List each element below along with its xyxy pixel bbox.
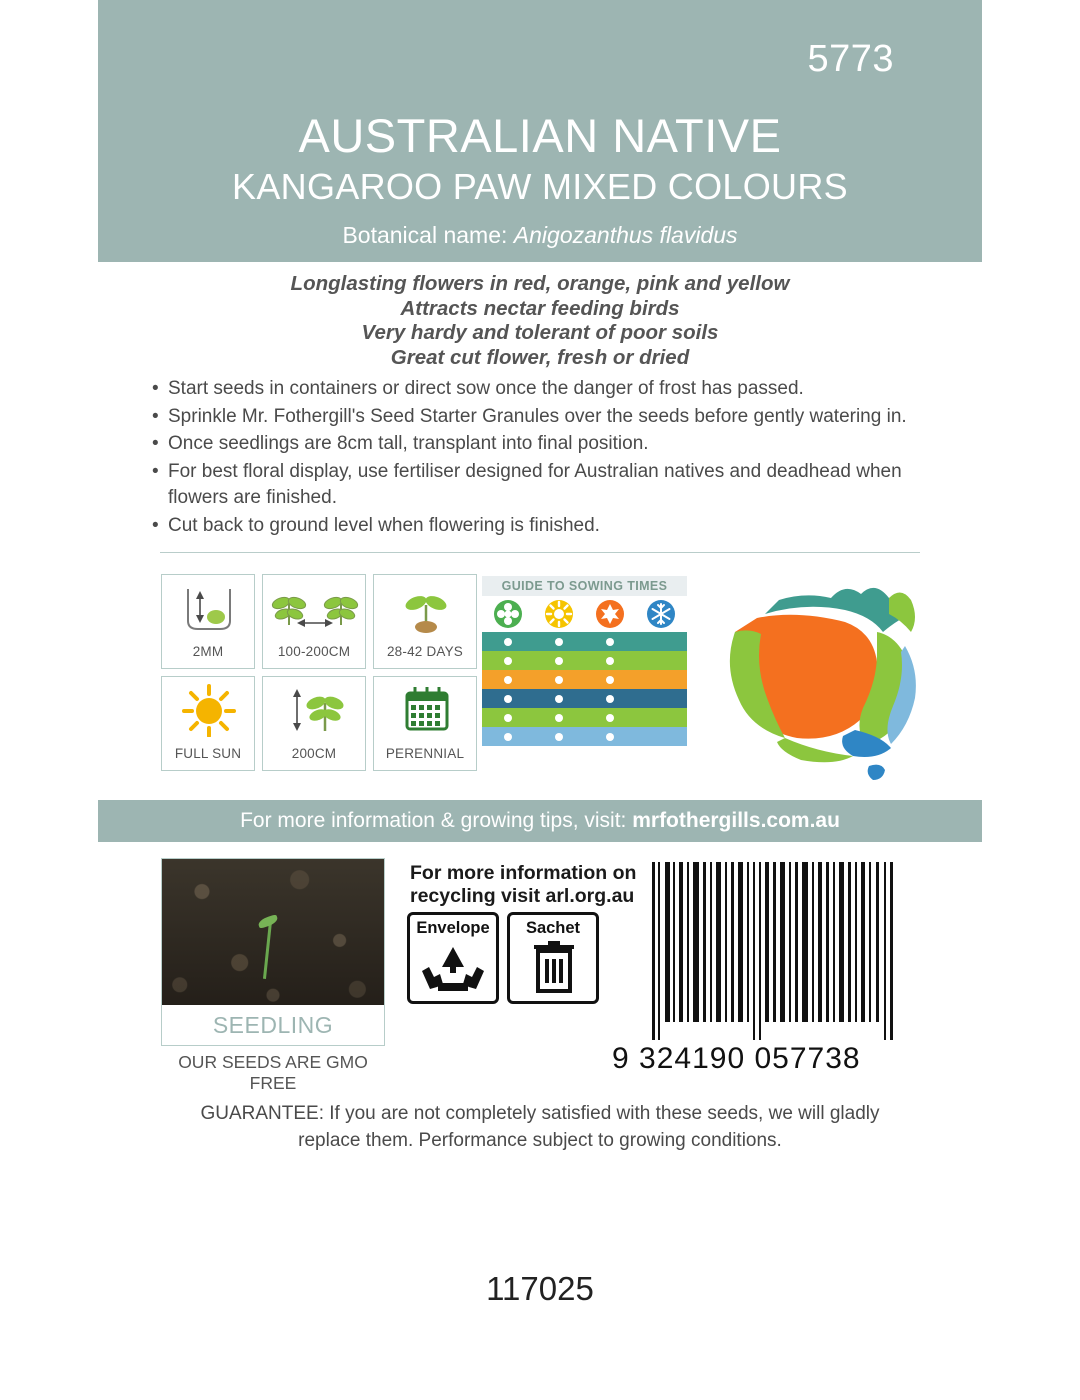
sowing-dot: [606, 638, 614, 646]
germination-time-icon: [374, 581, 476, 635]
sowing-dot: [555, 733, 563, 741]
instruction-item: • Sprinkle Mr. Fothergill's Seed Starter Granules over the seeds before gently watering in.: [152, 404, 952, 431]
sachet-label: Sachet: [525, 919, 581, 937]
sowing-cell: [636, 632, 687, 651]
sun-caption: FULL SUN: [174, 746, 242, 761]
sowing-cell: [585, 727, 636, 746]
envelope-recycle-box: [407, 912, 499, 1004]
sowing-cell: [585, 689, 636, 708]
sowing-cell: [585, 708, 636, 727]
recycle-arrows-icon: [410, 939, 496, 1001]
plant-spacing-icon: [263, 581, 365, 635]
sowing-guide-title: GUIDE TO SOWING TIMES: [482, 576, 687, 596]
sowing-row: [482, 632, 687, 651]
barcode: [650, 862, 900, 1040]
botanical-label: Botanical name:: [342, 222, 508, 248]
sowing-times-guide: [482, 576, 687, 778]
sowing-row: [482, 670, 687, 689]
page-subtitle: KANGAROO PAW MIXED COLOURS: [232, 166, 848, 207]
recycling-info-text: For more information on recycling visit arl.org.au: [410, 862, 637, 907]
sowing-dot: [606, 676, 614, 684]
life-cycle-caption: PERENNIAL: [385, 746, 465, 761]
plant-height-icon: [263, 683, 365, 737]
sowing-dot: [555, 657, 563, 665]
website-bar-text: For more information & growing tips, visit:: [240, 809, 627, 832]
icon-cell-sun: [161, 676, 255, 771]
instruction-item: • For best floral display, use fertiliser designed for Australian natives and deadhead when flowers are finished.: [152, 459, 952, 512]
sowing-cell: [585, 670, 636, 689]
sowing-cell: [482, 670, 533, 689]
benefits-list: [98, 272, 982, 370]
instruction-item: • Start seeds in containers or direct sow once the danger of frost has passed.: [152, 376, 952, 403]
season-icon-row: [482, 596, 687, 632]
sowing-dot: [606, 714, 614, 722]
autumn-icon: [585, 596, 636, 632]
sowing-cell: [482, 727, 533, 746]
spring-icon: [482, 596, 533, 632]
seedling-caption: SEEDLING: [162, 1005, 384, 1045]
icon-cell-life-cycle: [373, 676, 477, 771]
icon-cell-plant-height: [262, 676, 366, 771]
summer-icon: [533, 596, 584, 632]
plant-spacing-caption: 100-200CM: [277, 644, 351, 659]
barcode-number: 9 324190 057738: [612, 1042, 861, 1075]
page-title: AUSTRALIAN NATIVE: [298, 109, 782, 162]
sowing-dot: [606, 733, 614, 741]
benefit-line: Attracts nectar feeding birds: [400, 296, 680, 320]
sowing-dot: [555, 714, 563, 722]
header-banner: [98, 0, 982, 262]
instruction-item: • Cut back to ground level when flowering is finished.: [152, 513, 952, 540]
sowing-cell: [636, 651, 687, 670]
instruction-item: • Once seedlings are 8cm tall, transplant into final position.: [152, 431, 952, 458]
sowing-row: [482, 689, 687, 708]
sowing-row: [482, 727, 687, 746]
benefit-line: Very hardy and tolerant of poor soils: [361, 321, 719, 344]
section-divider: [160, 552, 920, 553]
sowing-cell: [533, 689, 584, 708]
sowing-dot: [606, 657, 614, 665]
botanical-name: [98, 222, 982, 249]
sachet-bin-box: [507, 912, 599, 1004]
sku-number: 5773: [807, 38, 894, 80]
botanical-latin: Anigozanthus flavidus: [513, 222, 738, 248]
sowing-depth-icon: [162, 581, 254, 635]
sowing-cell: [636, 689, 687, 708]
sowing-cell: [533, 708, 584, 727]
sowing-cell: [533, 727, 584, 746]
sowing-row: [482, 708, 687, 727]
sowing-cell: [482, 689, 533, 708]
website-bar[interactable]: [98, 800, 982, 842]
sowing-dot: [606, 695, 614, 703]
germination-time-caption: 28-42 DAYS: [386, 644, 464, 659]
australia-climate-map: [705, 570, 940, 785]
sowing-dot: [555, 695, 563, 703]
sowing-dot: [555, 638, 563, 646]
sowing-cell: [636, 670, 687, 689]
benefit-line: Great cut flower, fresh or dried: [390, 345, 690, 369]
growing-icon-grid: [161, 574, 481, 778]
sowing-cell: [636, 727, 687, 746]
sowing-row: [482, 651, 687, 670]
sowing-cell: [533, 651, 584, 670]
sowing-dot: [504, 733, 512, 741]
sowing-cell: [533, 632, 584, 651]
sowing-dot: [504, 714, 512, 722]
guarantee-text: GUARANTEE: If you are not completely satisfied with these seeds, we will gladly replace them. Performance subject to growing conditions.: [200, 1103, 880, 1151]
sowing-cell: [585, 651, 636, 670]
sun-icon: [162, 683, 254, 737]
soil-texture: [162, 859, 384, 1007]
sowing-depth-caption: 2MM: [192, 644, 224, 659]
sowing-cell: [636, 708, 687, 727]
sowing-cell: [482, 651, 533, 670]
trash-bin-icon: [510, 937, 596, 999]
sowing-dot: [504, 676, 512, 684]
envelope-label: Envelope: [416, 919, 490, 937]
growing-instructions: [152, 376, 952, 540]
sowing-dot: [504, 638, 512, 646]
sowing-dot: [504, 657, 512, 665]
plant-height-caption: 200CM: [291, 746, 337, 761]
benefit-line: Longlasting flowers in red, orange, pink and yellow: [290, 272, 790, 295]
icon-cell-plant-spacing: [262, 574, 366, 669]
winter-icon: [636, 596, 687, 632]
gmo-free-text: OUR SEEDS ARE GMO FREE: [178, 1052, 368, 1093]
sowing-cell: [482, 708, 533, 727]
icon-cell-germination-time: [373, 574, 477, 669]
seedling-photo: [161, 858, 385, 1046]
sowing-cell: [533, 670, 584, 689]
icon-cell-sowing-depth: [161, 574, 255, 669]
sowing-cell: [482, 632, 533, 651]
sowing-dot: [555, 676, 563, 684]
footer-product-code: 117025: [486, 1270, 594, 1307]
sowing-cell: [585, 632, 636, 651]
website-url[interactable]: mrfothergills.com.au: [632, 809, 840, 832]
calendar-icon: [374, 683, 476, 737]
sowing-dot: [504, 695, 512, 703]
